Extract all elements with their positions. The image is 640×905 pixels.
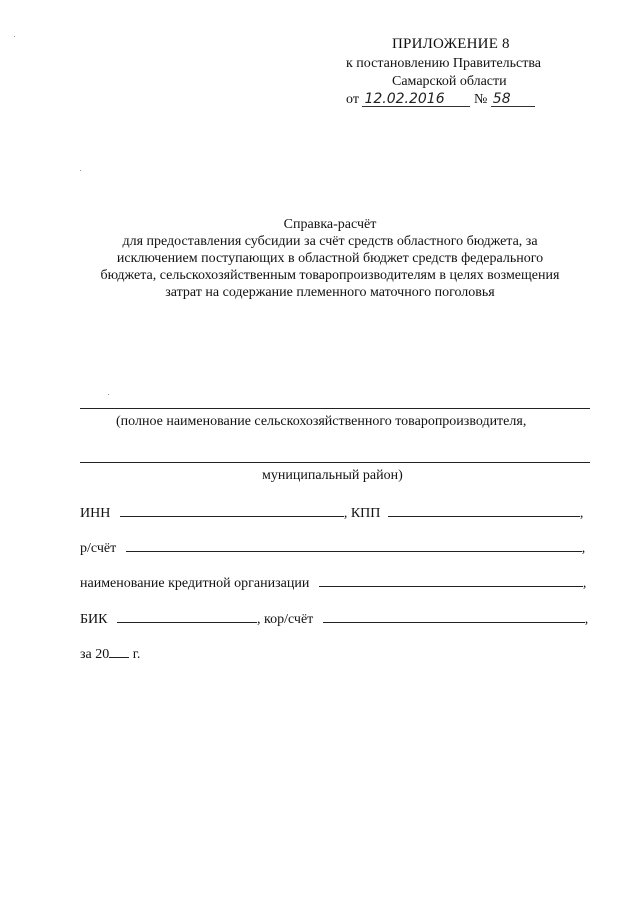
inn-kpp-row (80, 504, 583, 522)
account-label: р/счёт (80, 541, 117, 556)
appendix-date-number (346, 92, 535, 108)
account-row (80, 539, 585, 557)
bik-corr-row (80, 610, 588, 628)
corr-account-label: , кор/счёт (257, 612, 314, 627)
year-row (80, 645, 140, 663)
inn-label: ИНН (80, 506, 111, 521)
appendix-resolution: к постановлению Правительства (346, 56, 542, 71)
number-label: № (473, 92, 488, 107)
trailing-comma: , (582, 576, 587, 591)
account-field[interactable] (126, 539, 582, 552)
document-title-block (70, 216, 590, 301)
document-subtitle-line: бюджета, сельскохозяйственным товаропроизводителям в целях возмещения (100, 268, 560, 283)
bank-row (80, 574, 586, 592)
from-label: от (346, 92, 359, 107)
document-subtitle-line: затрат на содержание племенного маточного поголовья (165, 285, 495, 300)
trailing-comma: , (579, 506, 584, 521)
district-line[interactable] (80, 462, 590, 463)
document-subtitle-line: для предоставления субсидии за счёт средств областного бюджета, за (122, 234, 538, 249)
handwritten-date: 12.02.2016 (362, 92, 470, 107)
corr-account-field[interactable] (323, 610, 585, 623)
full-name-line[interactable] (80, 408, 590, 409)
year-field[interactable] (109, 645, 129, 658)
trailing-comma: , (581, 541, 586, 556)
scan-speck (14, 36, 15, 37)
district-caption: муниципальный район) (262, 468, 403, 483)
year-prefix: за 20 (80, 647, 110, 662)
appendix-region: Самарской области (392, 74, 507, 89)
bank-label: наименование кредитной организации (80, 576, 310, 591)
bank-field[interactable] (319, 574, 583, 587)
year-suffix: г. (132, 647, 141, 662)
inn-field[interactable] (120, 504, 344, 517)
appendix-title: ПРИЛОЖЕНИЕ 8 (392, 36, 510, 52)
kpp-field[interactable] (388, 504, 580, 517)
bik-label: БИК (80, 612, 108, 627)
full-name-caption: (полное наименование сельскохозяйственного товаропроизводителя, (116, 414, 527, 429)
scan-speck (108, 394, 109, 395)
bik-field[interactable] (117, 610, 257, 623)
document-title: Справка-расчёт (283, 217, 377, 232)
document-subtitle-line: исключением поступающих в областной бюджет средств федерального (116, 251, 544, 266)
kpp-label: , КПП (343, 506, 381, 521)
trailing-comma: , (584, 612, 589, 627)
scan-speck (80, 170, 81, 171)
handwritten-number: 58 (491, 92, 535, 107)
